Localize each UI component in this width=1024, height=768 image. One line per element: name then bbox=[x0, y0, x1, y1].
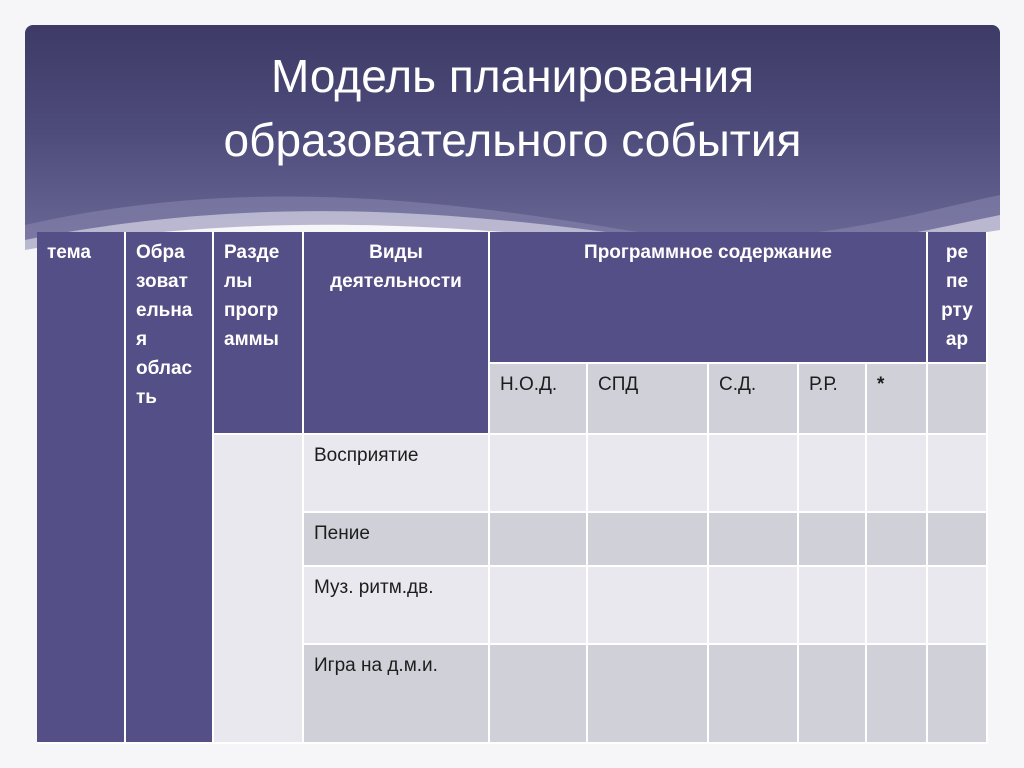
subheader-empty bbox=[928, 364, 988, 435]
table-cell bbox=[867, 435, 928, 513]
header-soderzhanie: Программное содержание bbox=[490, 232, 928, 364]
table-cell bbox=[709, 435, 799, 513]
table-cell bbox=[867, 567, 928, 645]
table-cell bbox=[928, 645, 988, 744]
table-cell bbox=[709, 645, 799, 744]
subheader-rr: Р.Р. bbox=[799, 364, 867, 435]
header-repertuar: ре пе рту ар bbox=[928, 232, 988, 364]
table-cell bbox=[799, 645, 867, 744]
table-cell bbox=[588, 513, 709, 567]
table-cell bbox=[588, 645, 709, 744]
table-cell bbox=[588, 435, 709, 513]
table-cell bbox=[799, 567, 867, 645]
table-cell bbox=[799, 513, 867, 567]
table-cell bbox=[928, 567, 988, 645]
table-cell bbox=[490, 567, 588, 645]
table-cell bbox=[490, 435, 588, 513]
table-cell bbox=[928, 513, 988, 567]
activity-cell: Муз. ритм.дв. bbox=[304, 567, 490, 645]
table-cell bbox=[709, 513, 799, 567]
title-line-1: Модель планирования bbox=[271, 50, 754, 102]
header-razdely: Разде лы прогр аммы bbox=[214, 232, 304, 435]
table-cell bbox=[928, 435, 988, 513]
table-cell bbox=[490, 645, 588, 744]
subheader-star: * bbox=[867, 364, 928, 435]
table-cell bbox=[799, 435, 867, 513]
header-oblast: Обра зоват ельна я облас ть bbox=[126, 232, 214, 744]
subheader-sd: С.Д. bbox=[709, 364, 799, 435]
header-vidy: Виды деятельности bbox=[304, 232, 490, 435]
table-cell bbox=[867, 513, 928, 567]
razdely-body bbox=[214, 435, 304, 744]
table-cell bbox=[709, 567, 799, 645]
subheader-spd: СПД bbox=[588, 364, 709, 435]
title-line-2: образовательного события bbox=[223, 114, 802, 166]
activity-cell: Пение bbox=[304, 513, 490, 567]
table-cell bbox=[588, 567, 709, 645]
table-cell bbox=[867, 645, 928, 744]
slide-title bbox=[25, 44, 1000, 172]
subheader-nod: Н.О.Д. bbox=[490, 364, 588, 435]
header-tema: тема bbox=[37, 232, 126, 744]
activity-cell: Восприятие bbox=[304, 435, 490, 513]
table-cell bbox=[490, 513, 588, 567]
activity-cell: Игра на д.м.и. bbox=[304, 645, 490, 744]
